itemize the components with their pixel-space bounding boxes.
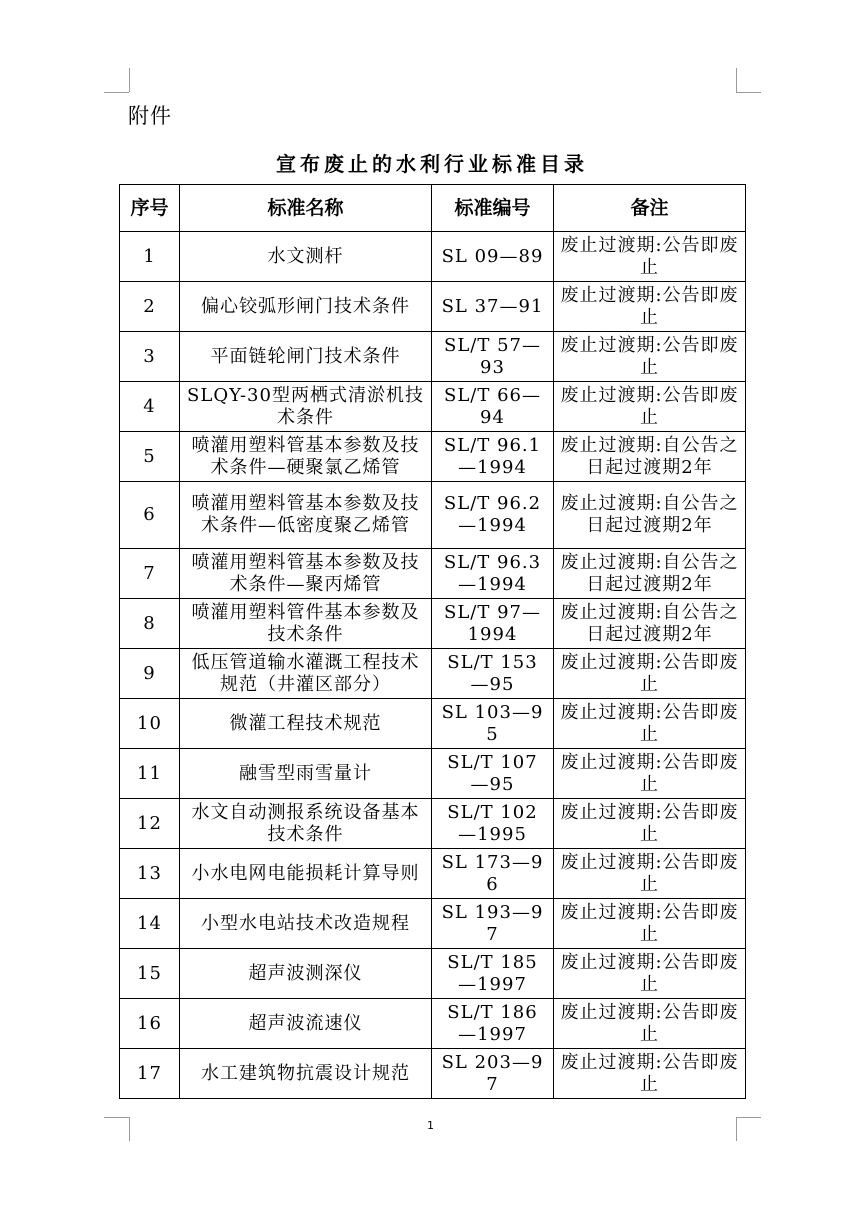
table-row [120, 282, 746, 332]
table-body [120, 232, 746, 1099]
serial-number-cell: 6 [120, 482, 180, 549]
table-row [120, 749, 746, 799]
serial-number-cell: 13 [120, 849, 180, 899]
crop-mark-bottom-right [736, 1117, 761, 1118]
attachment-label: 附件 [128, 104, 172, 128]
serial-number-cell: 17 [120, 1049, 180, 1099]
crop-mark-top-left [104, 92, 129, 93]
standard-name-cell: 水文自动测报系统设备基本技术条件 [180, 799, 432, 849]
table-row [120, 699, 746, 749]
standard-code-cell: SL/T 96.2—1994 [432, 482, 554, 549]
standard-name-cell: 喷灌用塑料管基本参数及技术条件—硬聚氯乙烯管 [180, 432, 432, 482]
standard-name-cell: 平面链轮闸门技术条件 [180, 332, 432, 382]
standard-name-cell: 融雪型雨雪量计 [180, 749, 432, 799]
table-row [120, 649, 746, 699]
standard-code-cell: SL/T 185—1997 [432, 949, 554, 999]
remark-cell: 废止过渡期:公告即废止 [554, 749, 746, 799]
standard-name-cell: 微灌工程技术规范 [180, 699, 432, 749]
standard-code-cell: SL/T 186—1997 [432, 999, 554, 1049]
standard-name-cell: 偏心铰弧形闸门技术条件 [180, 282, 432, 332]
standard-code-cell: SL 203—97 [432, 1049, 554, 1099]
table-row [120, 799, 746, 849]
serial-number-cell: 2 [120, 282, 180, 332]
standard-code-cell: SL 103—95 [432, 699, 554, 749]
serial-number-cell: 15 [120, 949, 180, 999]
header-standard-code: 标准编号 [432, 185, 554, 232]
remark-cell: 废止过渡期:自公告之日起过渡期2年 [554, 549, 746, 599]
standard-name-cell: 喷灌用塑料管件基本参数及技术条件 [180, 599, 432, 649]
standard-name-cell: 小水电网电能损耗计算导则 [180, 849, 432, 899]
remark-cell: 废止过渡期:自公告之日起过渡期2年 [554, 432, 746, 482]
serial-number-cell: 3 [120, 332, 180, 382]
standard-name-cell: 水工建筑物抗震设计规范 [180, 1049, 432, 1099]
standards-table [119, 184, 746, 1099]
serial-number-cell: 9 [120, 649, 180, 699]
serial-number-cell: 4 [120, 382, 180, 432]
serial-number-cell: 10 [120, 699, 180, 749]
table-row [120, 899, 746, 949]
standard-code-cell: SL/T 153—95 [432, 649, 554, 699]
document-title: 宣布废止的水利行业标准目录 [276, 152, 588, 176]
table-row [120, 949, 746, 999]
serial-number-cell: 11 [120, 749, 180, 799]
table-row [120, 382, 746, 432]
standard-name-cell: 小型水电站技术改造规程 [180, 899, 432, 949]
remark-cell: 废止过渡期:公告即废止 [554, 849, 746, 899]
table-row [120, 482, 746, 549]
table-row [120, 999, 746, 1049]
serial-number-cell: 16 [120, 999, 180, 1049]
header-serial-number: 序号 [120, 185, 180, 232]
remark-cell: 废止过渡期:自公告之日起过渡期2年 [554, 482, 746, 549]
standard-name-cell: 水文测杆 [180, 232, 432, 282]
remark-cell: 废止过渡期:公告即废止 [554, 282, 746, 332]
remark-cell: 废止过渡期:公告即废止 [554, 899, 746, 949]
remark-cell: 废止过渡期:公告即废止 [554, 999, 746, 1049]
remark-cell: 废止过渡期:自公告之日起过渡期2年 [554, 599, 746, 649]
standard-name-cell: 超声波测深仪 [180, 949, 432, 999]
table-row [120, 599, 746, 649]
table-row [120, 849, 746, 899]
crop-mark-top-left [129, 68, 130, 92]
standard-code-cell: SL/T 96.1—1994 [432, 432, 554, 482]
remark-cell: 废止过渡期:公告即废止 [554, 799, 746, 849]
serial-number-cell: 7 [120, 549, 180, 599]
standard-code-cell: SL/T 66—94 [432, 382, 554, 432]
table-row [120, 549, 746, 599]
serial-number-cell: 5 [120, 432, 180, 482]
standard-code-cell: SL/T 57—93 [432, 332, 554, 382]
serial-number-cell: 1 [120, 232, 180, 282]
standard-name-cell: SLQY-30型两栖式清淤机技术条件 [180, 382, 432, 432]
table-row [120, 1049, 746, 1099]
standard-name-cell: 喷灌用塑料管基本参数及技术条件—聚丙烯管 [180, 549, 432, 599]
standard-code-cell: SL 37—91 [432, 282, 554, 332]
table-header-row [120, 185, 746, 232]
standard-code-cell: SL 173—96 [432, 849, 554, 899]
remark-cell: 废止过渡期:公告即废止 [554, 332, 746, 382]
standard-code-cell: SL 193—97 [432, 899, 554, 949]
standard-code-cell: SL/T 96.3—1994 [432, 549, 554, 599]
standard-code-cell: SL/T 97—1994 [432, 599, 554, 649]
crop-mark-top-right [736, 92, 761, 93]
table-row [120, 432, 746, 482]
remark-cell: 废止过渡期:公告即废止 [554, 1049, 746, 1099]
standard-code-cell: SL/T 102—1995 [432, 799, 554, 849]
table-row [120, 332, 746, 382]
remark-cell: 废止过渡期:公告即废止 [554, 949, 746, 999]
crop-mark-bottom-left [104, 1117, 129, 1118]
page-number: 1 [427, 1119, 434, 1132]
remark-cell: 废止过渡期:公告即废止 [554, 232, 746, 282]
standard-name-cell: 低压管道输水灌溉工程技术规范（井灌区部分） [180, 649, 432, 699]
header-remark: 备注 [554, 185, 746, 232]
standard-code-cell: SL 09—89 [432, 232, 554, 282]
standard-code-cell: SL/T 107—95 [432, 749, 554, 799]
header-standard-name: 标准名称 [180, 185, 432, 232]
remark-cell: 废止过渡期:公告即废止 [554, 382, 746, 432]
serial-number-cell: 12 [120, 799, 180, 849]
serial-number-cell: 8 [120, 599, 180, 649]
standard-name-cell: 超声波流速仪 [180, 999, 432, 1049]
standard-name-cell: 喷灌用塑料管基本参数及技术条件—低密度聚乙烯管 [180, 482, 432, 549]
crop-mark-top-right [736, 68, 737, 92]
remark-cell: 废止过渡期:公告即废止 [554, 649, 746, 699]
serial-number-cell: 14 [120, 899, 180, 949]
remark-cell: 废止过渡期:公告即废止 [554, 699, 746, 749]
table-row [120, 232, 746, 282]
